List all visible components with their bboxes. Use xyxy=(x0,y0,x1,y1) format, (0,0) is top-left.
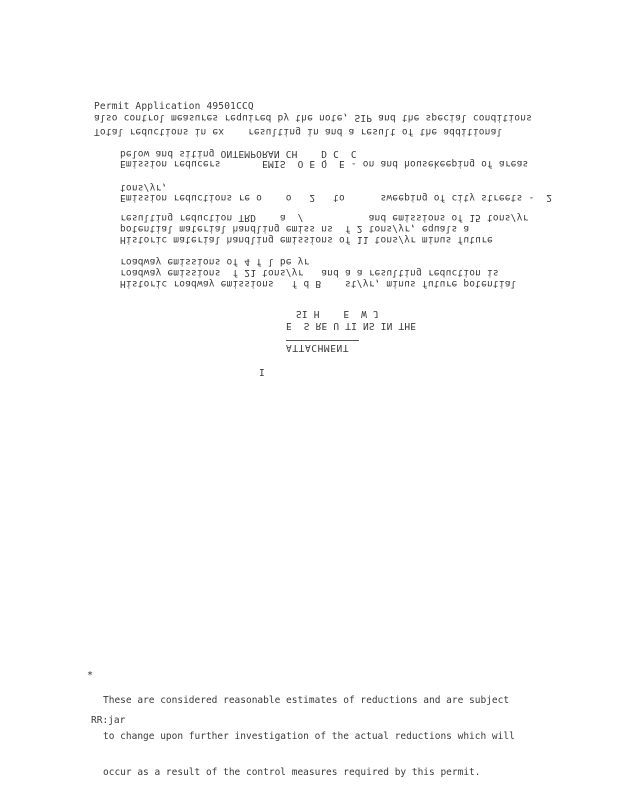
attachment-subtitle: E S RE U TI NS IN THE xyxy=(286,320,417,331)
mirrored-text-line: Total reductions in ex resulting in and a result of the additional xyxy=(94,126,503,137)
mirrored-text-line: also control measures required by the note, SIP and the special conditions xyxy=(94,112,533,123)
footnote-text xyxy=(103,671,563,803)
mirrored-text-line: Emission reductions re o o 2 to sweeping of city streets - 2 xyxy=(120,192,553,203)
mirrored-text-line: Historic roadway emissions f d B st/yr, minus future potential xyxy=(120,278,517,289)
mirrored-text-line: potential material handling emiss ns f 2 tons/yr, equals a xyxy=(120,223,470,234)
permit-application-line: Permit Application 49501CCQ xyxy=(94,101,254,112)
footnote-line: These are considered reasonable estimates of reductions and are subject xyxy=(103,695,510,706)
footnote-line: occur as a result of the control measures required by this permit. xyxy=(103,767,481,778)
attachment-underline xyxy=(286,340,359,341)
footnote-marker: * xyxy=(87,670,94,681)
mirrored-text-line: roadway emissions of 4 f l be yr xyxy=(120,256,310,267)
footnote-line: to change upon further investigation of the actual reductions which will xyxy=(103,731,515,742)
attachment-title: ATTACHMENT xyxy=(286,342,350,353)
attachment-codes: SI H E W J xyxy=(296,308,379,319)
mirrored-text-line: below and siting ONTEMPORAN CH D C C xyxy=(120,148,357,159)
page-mark: I xyxy=(259,368,265,379)
mirrored-text-line: Emission reducers EMIS O E Q E - on and housekeeping of areas xyxy=(120,158,529,169)
mirrored-text-line: resulting reduction TRD a / and emissions of 15 tons/yr xyxy=(120,212,529,223)
mirrored-text-line: Historic material handling emissions of 11 tons/yr minus future xyxy=(120,234,493,245)
mirrored-text-line: tons/yr, xyxy=(120,182,168,193)
typist-initials: RR:jar xyxy=(91,715,126,726)
mirrored-text-line: roadway emissions f 21 tons/yr and a a resulting reduction is xyxy=(120,267,499,278)
